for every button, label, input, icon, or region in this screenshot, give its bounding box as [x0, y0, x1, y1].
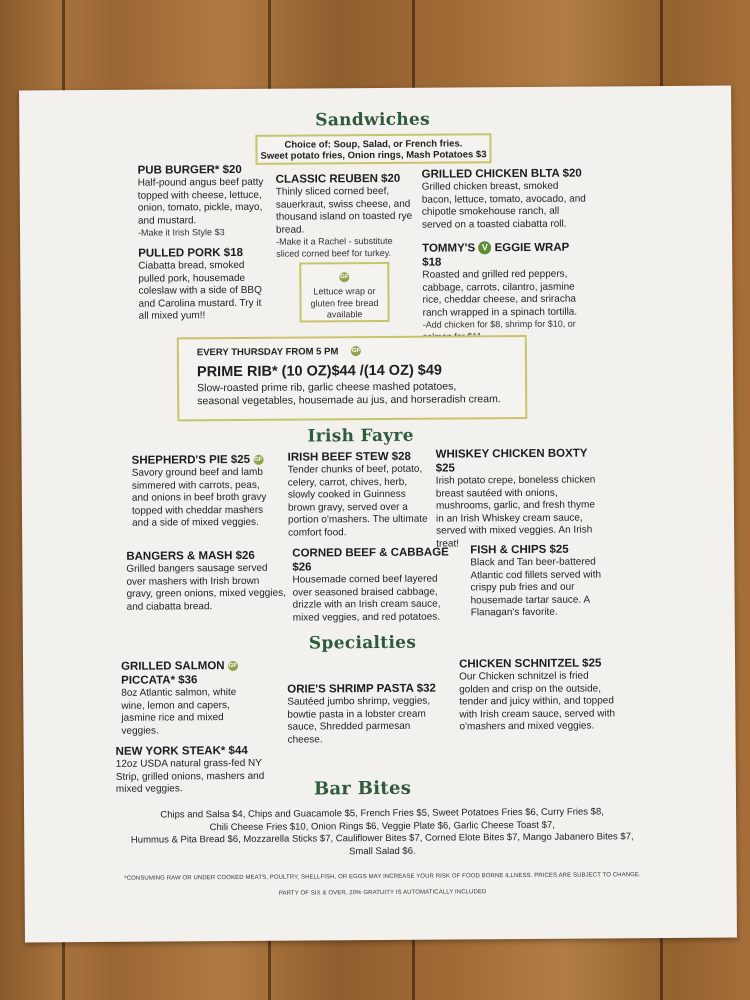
item-name [121, 659, 261, 674]
menu-paper [19, 86, 737, 943]
item-name: ORIE'S SHRIMP PASTA $32 [287, 682, 436, 696]
section-title-specialties: Specialties [308, 632, 417, 654]
sides-choice-line2: Sweet potato fries, Onion rings, Mash Potatoes $3 [260, 149, 487, 162]
gluten-free-icon: GF [228, 661, 238, 671]
item-name-prefix: TOMMY'S [422, 242, 476, 255]
item-desc: Thinly sliced corned beef, sauerkraut, swiss cheese, and thousand island on toasted rye bread. [275, 185, 413, 236]
item-note: -Add chicken for $8, shrimp for $10, or [422, 318, 576, 330]
food-safety-disclaimer: *CONSUMING RAW OR UNDER COOKED MEATS, POULTRY, SHELLFISH, OR EGGS MAY INCREASE YOUR RISK OF FOOD BORNE ILLNESS. PRICES ARE SUBJECT TO CHANGE. [124, 872, 641, 882]
gluten-free-box [299, 262, 389, 323]
item-desc: 12oz USDA natural grass-fed NY Strip, grilled onions, mashers and mixed veggies. [115, 757, 265, 795]
gluten-free-icon: GF [339, 272, 349, 282]
item-desc: Savory ground beef and lamb simmered with carrots, peas, and onions in beef broth gravy topped with cheddar mashers and a side of mixed veggies. [131, 466, 267, 529]
menu-item-veggie-wrap [422, 241, 587, 343]
section-title-irish-fayre: Irish Fayre [307, 425, 414, 447]
sides-choice-box [255, 133, 491, 165]
item-desc: Housemade corned beef layered over seasoned braised cabbage, drizzle with an Irish cream sauce, mixed veggies, and red potatoes. [292, 573, 441, 624]
bar-bites-line3: Hummus & Pita Bread $6, Mozzarella Sticks $7, Cauliflower Bites $7, Corned Elote Bites $7, Mango Jabanero Bites $7, [130, 831, 634, 846]
gf-box-line3: available [326, 309, 363, 320]
gf-box-line1: Lettuce wrap or [313, 286, 376, 297]
item-name: IRISH BEEF STEW $28 [287, 450, 411, 464]
bar-bites-line4: Small Salad $6. [349, 845, 416, 857]
item-name: GRILLED CHICKEN BLTA $20 [421, 167, 582, 181]
menu-item-whiskey-chicken-boxty [436, 446, 601, 550]
item-name: NEW YORK STEAK* $44 [115, 744, 248, 758]
item-desc: Black and Tan beer-battered Atlantic cod fillets served with crispy pub fries and our housemade tartar sauce. A Flanagan's favorite. [470, 556, 602, 619]
prime-rib-desc1: Slow-roasted prime rib, garlic cheese mashed potatoes, [197, 379, 457, 394]
menu-item-grilled-chicken-blta [422, 167, 586, 232]
item-desc: 8oz Atlantic salmon, white wine, lemon and capers, jasmine rice and mixed veggies. [121, 686, 237, 737]
item-note: -Make it Irish Style $3 [137, 227, 225, 238]
item-desc: Grilled chicken breast, smoked bacon, lettuce, tomato, avocado, and chipotle smokehouse ranch, all served on a toasted ciabatta roll. [421, 180, 586, 231]
gluten-free-icon: GF [253, 455, 263, 465]
menu-item-pub-burger [138, 163, 271, 239]
menu-item-shrimp-pasta [287, 682, 437, 747]
item-desc: Tender chunks of beef, potato, celery, carrot, chives, herb, slowly cooked in Guinness brown gravy, served over a portion o'mashers. The ultimate comfort food. [287, 463, 428, 539]
gf-box-line2: gluten free bread [310, 297, 379, 308]
vegetarian-icon: V [478, 242, 491, 255]
section-title-sandwiches: Sandwiches [315, 109, 431, 131]
prime-rib-when-text: EVERY THURSDAY FROM 5 PM [196, 346, 339, 359]
menu-item-pulled-pork [138, 246, 273, 323]
item-desc: Irish potato crepe, boneless chicken breast sautéed with onions, mushrooms, garlic, and fresh thyme in an Irish Whiskey cream sauce, served with mixed veggies. An Irish treat! [435, 474, 596, 550]
item-desc: Sautéed jumbo shrimp, veggies, bowtie pasta in a lobster cream sauce, Shredded parmesan cheese. [287, 695, 431, 746]
item-name: CLASSIC REUBEN $20 [275, 172, 401, 186]
item-name-text: SHEPHERD'S PIE $25 [131, 453, 251, 467]
item-name-line1: GRILLED SALMON [121, 660, 225, 673]
menu-item-new-york-steak [116, 744, 266, 797]
item-name [422, 241, 586, 270]
item-name [132, 453, 272, 468]
item-name-line2: PICCATA* $36 [121, 674, 198, 687]
sides-choice-line1: Choice of: Soup, Salad, or French fries. [284, 138, 463, 151]
item-name: WHISKEY CHICKEN BOXTY $25 [435, 447, 588, 475]
gratuity-note: PARTY OF SIX & OVER, 20% GRATUITY IS AUTOMATICALLY INCLUDED [278, 889, 487, 897]
menu-item-fish-chips [470, 542, 609, 619]
bar-bites-line1: Chips and Salsa $4, Chips and Guacamole $5, French Fries $5, Sweet Potatoes Fries $6, Curry Fries $8, [160, 806, 604, 821]
item-desc: Half-pound angus beef patty topped with cheese, lettuce, onion, tomato, pickle, mayo, and mustard. [137, 176, 264, 227]
menu-item-bangers-mash [126, 549, 286, 614]
menu-item-irish-beef-stew [288, 450, 429, 540]
menu-item-corned-beef-cabbage [292, 545, 457, 624]
item-name: PULLED PORK $18 [138, 246, 244, 260]
bar-bites-list [114, 806, 650, 860]
menu-item-shepherds-pie [132, 453, 273, 530]
item-desc: Our Chicken schnitzel is fried golden and crisp on the outside, tender and juicy within, and topped with Irish cream sauce, served with o'mashers and mixed veggies. [459, 670, 616, 733]
prime-rib-box [177, 335, 528, 421]
prime-rib-name: PRIME RIB* (10 OZ)$44 /(14 OZ) $49 [196, 362, 443, 380]
item-name: CORNED BEEF & CABBAGE $26 [292, 546, 449, 574]
prime-rib-desc2: seasonal vegetables, housemade au jus, and horseradish cream. [197, 392, 501, 407]
bar-bites-line2: Chili Cheese Fries $10, Onion Rings $6, Veggie Plate $6, Garlic Cheese Toast $7, [209, 819, 555, 833]
section-title-bar-bites: Bar Bites [313, 777, 412, 800]
item-desc: Roasted and grilled red peppers, cabbage, carrots, cilantro, jasmine rice, cheddar cheese, and sriracha ranch wrapped in a spinach tortilla. [422, 268, 578, 319]
menu-item-grilled-salmon-piccata [121, 659, 262, 738]
item-name: BANGERS & MASH $26 [126, 549, 255, 563]
item-name-suffix: EGGIE WRAP $18 [422, 241, 570, 269]
gluten-free-icon: GF [351, 347, 361, 357]
item-name: CHICKEN SCHNITZEL $25 [459, 657, 602, 671]
item-note: -Make it a Rachel - substitute sliced corned beef for turkey. [276, 235, 393, 259]
item-desc: Ciabatta bread, smoked pulled pork, housemade coleslaw with a side of BBQ and Carolina mustard. Try it all mixed yum!! [138, 259, 262, 322]
menu-item-chicken-schnitzel [459, 656, 616, 734]
item-desc: Grilled bangers sausage served over mashers with Irish brown gravy, green onions, mixed veggies, and ciabatta bread. [126, 562, 286, 613]
item-name: FISH & CHIPS $25 [470, 543, 569, 557]
menu-item-classic-reuben [276, 172, 417, 260]
item-name: PUB BURGER* $20 [137, 163, 242, 177]
prime-rib-when [197, 345, 525, 360]
